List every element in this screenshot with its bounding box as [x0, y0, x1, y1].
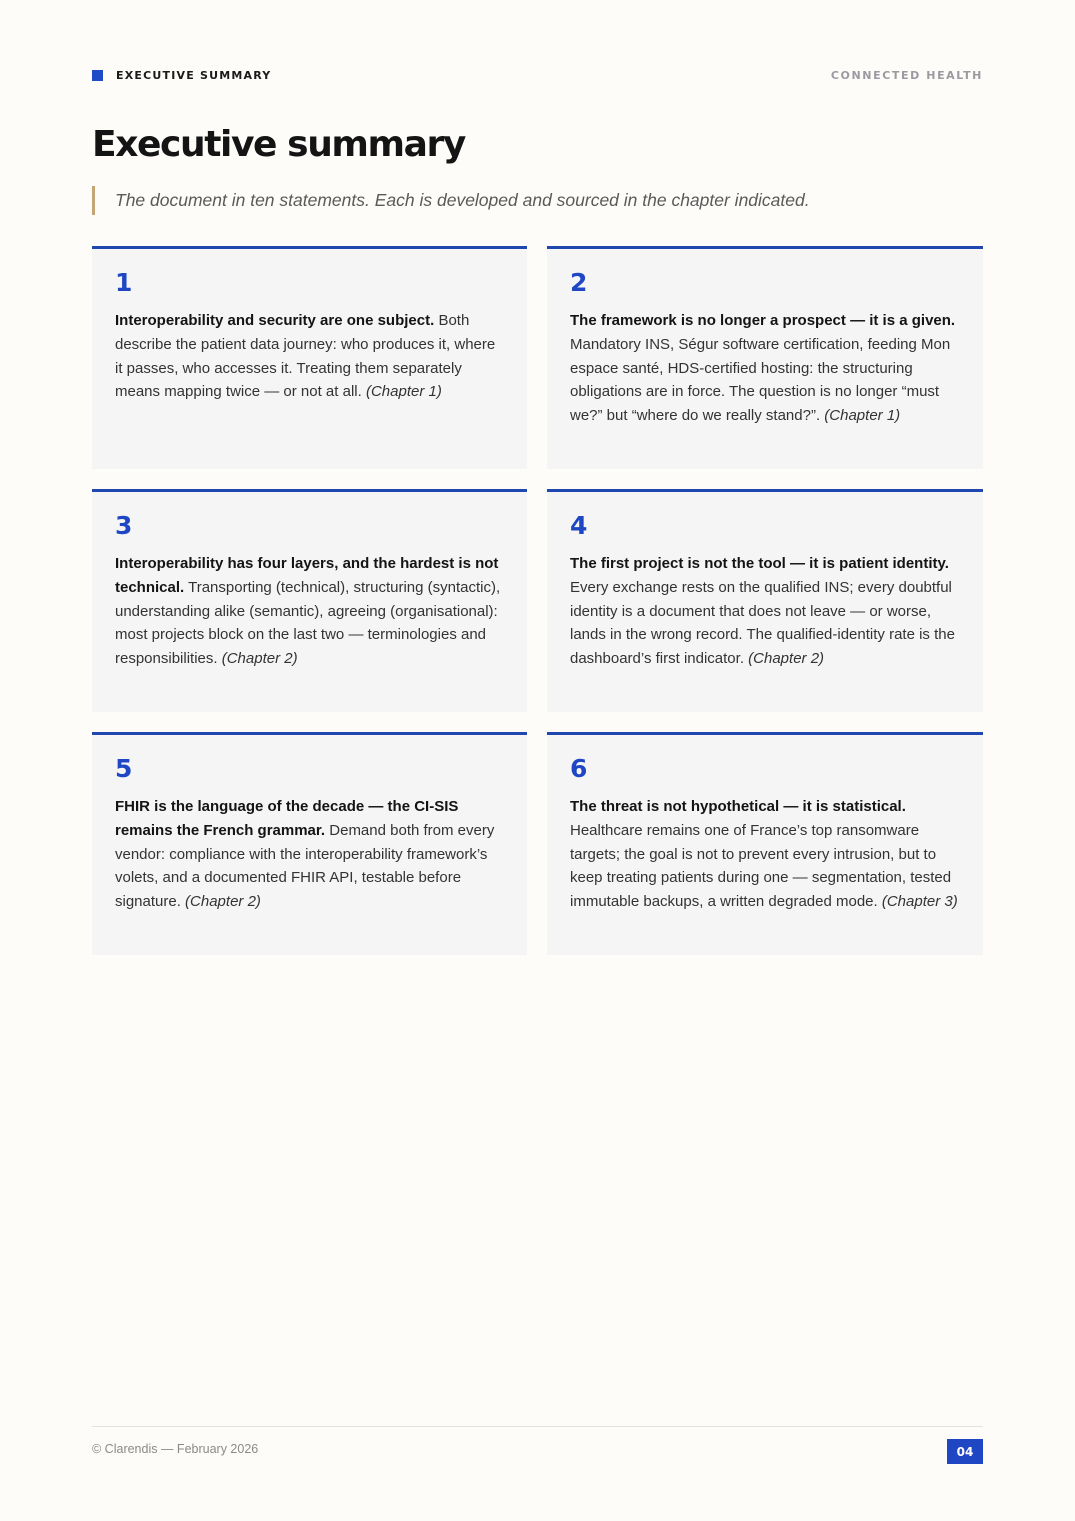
section-label: EXECUTIVE SUMMARY [116, 68, 272, 82]
publication-name: CONNECTED HEALTH [830, 68, 983, 82]
chapter-reference: (Chapter 3) [881, 893, 958, 911]
card-number: 2 [570, 268, 588, 297]
summary-card-1 [92, 246, 527, 469]
running-header [92, 66, 983, 84]
card-text [570, 795, 961, 914]
summary-grid [92, 246, 983, 955]
card-lead: FHIR is the language of the decade — the CI-SIS remains the French grammar. [115, 798, 459, 839]
lead-text: The document in ten statements. Each is developed and sourced in the chapter indicated. [115, 190, 810, 210]
summary-card-3 [92, 489, 527, 712]
card-body: Every exchange rests on the qualified INS; every doubtful identity is a document that does not leave — or worse, lands in the wrong record. The qualified-identity rate is the dashboard’s first indicator. [570, 578, 955, 668]
chapter-reference: (Chapter 1) [824, 407, 901, 425]
chapter-reference: (Chapter 2) [185, 893, 261, 911]
card-number: 3 [115, 511, 133, 540]
card-text [570, 309, 961, 428]
card-text [115, 795, 505, 914]
card-number: 4 [570, 511, 588, 540]
card-lead: Interoperability and security are one subject. [115, 312, 435, 329]
page-title: Executive summary [92, 124, 465, 165]
page-footer [92, 1426, 983, 1459]
page-number-badge: 04 [947, 1439, 983, 1464]
summary-card-6 [547, 732, 983, 955]
section-square-icon [92, 70, 103, 81]
copyright-notice: © Clarendis — February 2026 [92, 1442, 259, 1456]
card-text [115, 309, 505, 404]
card-lead: The threat is not hypothetical — it is statistical. [570, 798, 906, 815]
lead-quote [92, 186, 810, 215]
chapter-reference: (Chapter 2) [221, 650, 298, 668]
summary-card-2 [547, 246, 983, 469]
chapter-reference: (Chapter 1) [365, 383, 442, 401]
summary-card-5 [92, 732, 527, 955]
card-lead: Interoperability has four layers, and the hardest is not technical. [115, 555, 499, 596]
chapter-reference: (Chapter 2) [748, 650, 825, 668]
card-lead: The framework is no longer a prospect — it is a given. [570, 312, 956, 329]
section-marker [92, 69, 271, 82]
card-number: 5 [115, 754, 133, 783]
card-number: 1 [115, 268, 133, 297]
card-body: Healthcare remains one of France’s top ransomware targets; the goal is not to prevent every intrusion, but to keep treating patients during one — segmentation, tested immutable backups, a written degraded mode. [570, 821, 952, 911]
card-body: Mandatory INS, Ségur software certification, feeding Mon espace santé, HDS-certified hosting: the structuring obligations are in force. The question is no longer “must we?” but “where do we really stand?”. [570, 335, 951, 425]
card-text [115, 552, 505, 671]
card-body: Transporting (technical), structuring (syntactic), understanding alike (semantic), agreeing (organisational): most projects block on the last two — terminologies and responsibilities. [115, 578, 501, 668]
card-body: Both describe the patient data journey: who produces it, where it passes, who accesses it. Treating them separately means mapping twice — or not at all. [115, 312, 496, 401]
card-number: 6 [570, 754, 588, 783]
card-lead: The first project is not the tool — it is patient identity. [570, 555, 949, 572]
card-body: Demand both from every vendor: compliance with the interoperability framework’s volets, and a documented FHIR API, testable before signature. [115, 821, 495, 911]
card-text [570, 552, 961, 671]
summary-card-4 [547, 489, 983, 712]
